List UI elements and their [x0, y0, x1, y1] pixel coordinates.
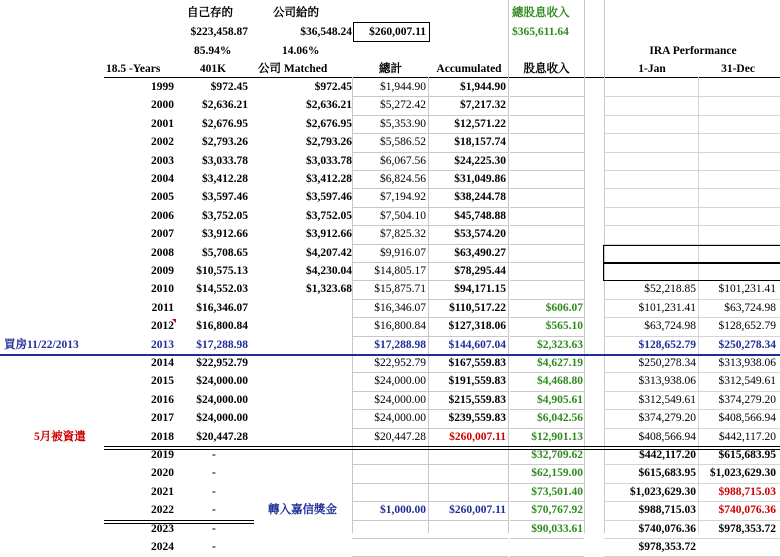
row-divider [428, 170, 508, 171]
ira-empty-box[interactable] [603, 263, 780, 281]
accumulated-cell: $38,244.78 [454, 191, 506, 204]
dividend-cell: $606.07 [545, 301, 583, 314]
row-divider [352, 96, 428, 97]
row-divider [428, 520, 508, 521]
row-divider [510, 336, 584, 337]
ira-dec-cell: $374,279.20 [718, 393, 776, 406]
k401-cell: - [212, 522, 216, 535]
k401-cell: $17,288.98 [196, 338, 248, 351]
year-cell: 2003 [151, 154, 174, 167]
row-divider [604, 317, 780, 318]
row-divider [428, 207, 508, 208]
year-cell: 2011 [151, 301, 174, 314]
year-cell: 1999 [151, 81, 174, 93]
k401-cell: $10,575.13 [196, 265, 248, 277]
header-dividend: 股息收入 [523, 63, 570, 75]
row-divider [604, 391, 780, 392]
row-divider [510, 317, 584, 318]
matched-cell: $3,597.46 [306, 191, 352, 204]
grand-total: $260,007.11 [369, 26, 426, 38]
ira-jan-cell: $52,218.85 [644, 283, 696, 296]
matched-cell: $1,323.68 [306, 283, 352, 296]
row-divider [428, 96, 508, 97]
k401-cell: - [212, 485, 216, 498]
total-cell: $6,067.56 [380, 154, 426, 167]
row-divider [428, 538, 508, 539]
total-cell: $5,272.42 [380, 99, 426, 112]
accumulated-cell: $24,225.30 [454, 154, 506, 167]
row-divider [510, 188, 584, 189]
ira-jan-cell: $63,724.98 [644, 320, 696, 333]
row-divider [428, 188, 508, 189]
k401-cell: - [212, 449, 216, 461]
row-divider [510, 391, 584, 392]
year-cell: 2009 [151, 265, 174, 277]
year-cell: 2014 [151, 357, 174, 369]
column-divider [698, 77, 699, 533]
row-divider [104, 77, 780, 78]
row-divider [352, 225, 428, 226]
total-cell: $9,916.07 [380, 246, 426, 259]
total-cell: $1,944.90 [380, 81, 426, 93]
row-divider [428, 336, 508, 337]
accumulated-cell: $215,559.83 [448, 393, 506, 406]
row-divider [604, 409, 780, 410]
row-divider [510, 225, 584, 226]
row-divider [428, 409, 508, 410]
row-divider [604, 207, 780, 208]
row-divider [510, 152, 584, 153]
row-divider [352, 336, 428, 337]
self-percent: 85.94% [194, 45, 232, 57]
year-cell: 2006 [151, 209, 174, 222]
column-divider [428, 77, 429, 533]
ira-dec-cell: $1,023,629.30 [709, 467, 776, 480]
dividend-cell: $4,905.61 [537, 393, 583, 406]
year-cell: 2021 [151, 485, 174, 498]
year-cell: 2015 [151, 375, 174, 388]
k401-cell: $16,800.84 [196, 320, 248, 333]
ira-jan-cell: $408,566.94 [638, 430, 696, 443]
total-cell: $7,825.32 [380, 228, 426, 241]
ira-dec-cell: $101,231.41 [718, 283, 776, 296]
row-divider [510, 244, 584, 245]
total-cell: $7,194.92 [380, 191, 426, 204]
year-cell: 2020 [151, 467, 174, 480]
row-divider [428, 244, 508, 245]
ira-jan-cell: $313,938.06 [638, 375, 696, 388]
ira-dec-cell: $313,938.06 [718, 357, 776, 369]
total-cell: $16,346.07 [374, 301, 426, 314]
row-divider [352, 188, 428, 189]
ira-jan-cell: $250,278.34 [638, 357, 696, 369]
row-divider [352, 170, 428, 171]
dividend-cell: $12,901.13 [531, 430, 583, 443]
row-divider [510, 280, 584, 281]
dividend-total: $365,611.64 [512, 26, 569, 38]
year-cell: 2023 [151, 522, 174, 535]
row-divider [428, 133, 508, 134]
matched-cell: $972.45 [314, 81, 352, 93]
row-divider [510, 133, 584, 134]
row-divider [510, 170, 584, 171]
header-401k: 401K [199, 63, 227, 75]
k401-cell: $24,000.00 [196, 375, 248, 388]
accumulated-cell: $78,295.44 [454, 265, 506, 277]
column-divider [352, 77, 353, 533]
total-cell: $20,447.28 [374, 430, 426, 443]
row-divider [510, 299, 584, 300]
matched-cell: $2,676.95 [306, 117, 352, 130]
accumulated-cell: $191,559.83 [448, 375, 506, 388]
ira-dec-cell: $408,566.94 [718, 412, 776, 425]
row-divider [104, 523, 254, 524]
ira-dec-cell: $442,117.20 [718, 430, 776, 443]
row-divider [510, 207, 584, 208]
row-divider [604, 96, 780, 97]
k401-cell: $3,752.05 [202, 209, 248, 222]
ira-dec-cell: $988,715.03 [718, 485, 776, 498]
k401-cell: - [212, 467, 216, 480]
row-divider [428, 225, 508, 226]
k401-cell: $16,346.07 [196, 301, 248, 314]
row-divider [428, 115, 508, 116]
row-divider [352, 262, 428, 263]
self-label: 自己存的 [187, 7, 233, 19]
year-cell: 2022 [151, 504, 174, 517]
row-divider [604, 464, 780, 465]
k401-cell: $2,793.26 [202, 136, 248, 149]
total-cell: $5,586.52 [380, 136, 426, 149]
matched-cell: $3,033.78 [306, 154, 352, 167]
accumulated-cell: $260,007.11 [449, 504, 506, 517]
row-divider [428, 483, 508, 484]
dividend-cell: $565.10 [545, 320, 583, 333]
accumulated-cell: $127,318.06 [448, 320, 506, 333]
k401-cell: $14,552.03 [196, 283, 248, 296]
row-divider [604, 501, 780, 502]
row-divider [604, 299, 780, 300]
ira-dec-cell: $615,683.95 [718, 449, 776, 461]
year-cell: 2017 [151, 412, 174, 425]
row-divider [604, 520, 780, 521]
ira-performance-title: IRA Performance [649, 45, 737, 57]
row-divider [604, 483, 780, 484]
row-divider [428, 152, 508, 153]
row-divider [352, 133, 428, 134]
row-divider [104, 446, 780, 447]
row-divider [604, 428, 780, 429]
year-cell: 2000 [151, 99, 174, 112]
row-divider [604, 225, 780, 226]
header-years: 18.5 -Years [106, 63, 161, 75]
row-divider [352, 207, 428, 208]
ira-dec-cell: $250,278.34 [718, 338, 776, 351]
year-cell: 2018 [151, 430, 174, 443]
row-note: 5月被資遣 [34, 430, 86, 443]
year-cell: 2024 [151, 541, 174, 553]
row-divider [104, 520, 254, 521]
row-divider [352, 538, 428, 539]
header-matched: 公司 Matched [258, 63, 328, 75]
ira-dec-cell: $978,353.72 [718, 522, 776, 535]
row-divider [604, 372, 780, 373]
ira-jan-cell: $615,683.95 [638, 467, 696, 480]
accumulated-cell: $167,559.83 [448, 357, 506, 369]
row-divider [104, 449, 780, 450]
accumulated-cell: $144,607.04 [448, 338, 506, 351]
dividend-cell: $62,159.00 [531, 467, 583, 480]
dividend-cell: $90,033.61 [531, 522, 583, 535]
total-cell: $17,288.98 [374, 338, 426, 351]
row-divider [604, 188, 780, 189]
row-divider [0, 354, 780, 356]
row-divider [510, 262, 584, 263]
row-divider [510, 409, 584, 410]
row-divider [352, 501, 428, 502]
year-cell: 2013 [151, 338, 174, 351]
k401-cell: $2,676.95 [202, 117, 248, 130]
row-divider [352, 464, 428, 465]
row-divider [352, 280, 428, 281]
accumulated-cell: $45,748.88 [454, 209, 506, 222]
company-percent: 14.06% [282, 45, 320, 57]
k401-cell: - [212, 541, 216, 553]
row-divider [428, 317, 508, 318]
total-cell: $6,824.56 [380, 173, 426, 185]
ira-jan-cell: $1,023,629.30 [629, 485, 696, 498]
dividend-cell: $73,501.40 [531, 485, 583, 498]
year-cell: 2010 [151, 283, 174, 296]
k401-cell: $5,708.65 [202, 246, 248, 259]
ira-dec-cell: $312,549.61 [718, 375, 776, 388]
ira-jan-cell: $740,076.36 [638, 522, 696, 535]
row-divider [604, 115, 780, 116]
accumulated-cell: $110,517.22 [449, 301, 506, 314]
row-divider [352, 299, 428, 300]
year-cell: 2019 [151, 449, 174, 461]
total-cell: $24,000.00 [374, 412, 426, 425]
row-divider [352, 483, 428, 484]
total-cell: $14,805.17 [374, 265, 426, 277]
row-divider [428, 372, 508, 373]
total-cell: $24,000.00 [374, 375, 426, 388]
matched-cell: $3,752.05 [306, 209, 352, 222]
header-jan: 1-Jan [638, 63, 666, 75]
k401-cell: $2,636.21 [202, 99, 248, 112]
row-divider [352, 152, 428, 153]
k401-cell: $972.45 [210, 81, 248, 93]
row-divider [510, 428, 584, 429]
row-divider [352, 428, 428, 429]
matched-cell: $4,207.42 [306, 246, 352, 259]
row-divider [510, 520, 584, 521]
dividend-total-label: 總股息收入 [512, 7, 570, 19]
accumulated-cell: $18,157.74 [454, 136, 506, 149]
row-divider [510, 372, 584, 373]
total-cell: $24,000.00 [374, 393, 426, 406]
total-cell: $15,875.71 [374, 283, 426, 296]
k401-cell: $3,912.66 [202, 228, 248, 241]
header-accumulated: Accumulated [436, 63, 502, 75]
self-amount: $223,458.87 [190, 26, 248, 38]
ira-jan-cell: $978,353.72 [638, 541, 696, 553]
company-label: 公司給的 [273, 7, 319, 19]
row-divider [510, 501, 584, 502]
row-divider [510, 115, 584, 116]
year-cell: 2005 [151, 191, 174, 204]
row-divider [510, 96, 584, 97]
ira-dec-cell: $128,652.79 [718, 320, 776, 333]
ira-jan-cell: $442,117.20 [639, 449, 696, 461]
k401-cell: $24,000.00 [196, 412, 248, 425]
row-divider [352, 391, 428, 392]
ira-jan-cell: $101,231.41 [638, 301, 696, 314]
row-divider [604, 152, 780, 153]
accumulated-cell: $1,944.90 [460, 81, 506, 93]
comment-marker[interactable] [172, 319, 176, 323]
accumulated-cell: $7,217.32 [460, 99, 506, 112]
row-divider [604, 538, 780, 539]
year-cell: 2004 [151, 173, 174, 185]
k401-cell: $20,447.28 [196, 430, 248, 443]
row-divider [352, 115, 428, 116]
header-total: 總計 [379, 63, 402, 75]
year-cell: 2002 [151, 136, 174, 149]
total-cell: $16,800.84 [374, 320, 426, 333]
row-divider [510, 464, 584, 465]
column-divider [508, 0, 509, 533]
accumulated-cell: $260,007.11 [449, 430, 506, 443]
row-divider [428, 299, 508, 300]
accumulated-cell: $63,490.27 [454, 246, 506, 259]
k401-cell: $24,000.00 [196, 393, 248, 406]
row-divider [352, 244, 428, 245]
matched-cell: $4,230.04 [306, 265, 352, 277]
accumulated-cell: $53,574.20 [454, 228, 506, 241]
row-divider [352, 372, 428, 373]
year-cell: 2008 [151, 246, 174, 259]
dividend-cell: $32,709.62 [531, 449, 583, 461]
total-cell: $7,504.10 [380, 209, 426, 222]
matched-cell: $2,793.26 [306, 136, 352, 149]
dividend-cell: $4,627.19 [537, 357, 583, 369]
year-cell: 2001 [151, 117, 174, 130]
row-divider [428, 391, 508, 392]
row-divider [428, 280, 508, 281]
company-amount: $36,548.24 [300, 26, 352, 38]
row-divider [604, 133, 780, 134]
accumulated-cell: $239,559.83 [448, 412, 506, 425]
header-dec: 31-Dec [721, 63, 755, 75]
ira-jan-cell: $128,652.79 [638, 338, 696, 351]
accumulated-cell: $94,171.15 [454, 283, 506, 296]
ira-dec-cell: $63,724.98 [724, 301, 776, 314]
year-cell: 2012 [151, 320, 174, 333]
accumulated-cell: $31,049.86 [454, 173, 506, 185]
dividend-cell: $70,767.92 [531, 504, 583, 517]
row-divider [510, 483, 584, 484]
row-divider [604, 336, 780, 337]
ira-jan-cell: $988,715.03 [638, 504, 696, 517]
total-cell: $5,353.90 [380, 117, 426, 130]
column-divider [584, 0, 585, 533]
total-cell: $22,952.79 [374, 357, 426, 369]
matched-cell: $3,912.66 [306, 228, 352, 241]
row-divider [428, 501, 508, 502]
ira-jan-cell: $374,279.20 [638, 412, 696, 425]
dividend-cell: $6,042.56 [537, 412, 583, 425]
row-divider [428, 428, 508, 429]
k401-cell: $22,952.79 [196, 357, 248, 369]
ira-dec-cell: $740,076.36 [718, 504, 776, 517]
ira-jan-cell: $312,549.61 [638, 393, 696, 406]
row-divider [352, 317, 428, 318]
dividend-cell: $2,323.63 [537, 338, 583, 351]
year-cell: 2007 [151, 228, 174, 241]
total-cell: $1,000.00 [380, 504, 426, 517]
accumulated-cell: $12,571.22 [454, 117, 506, 130]
k401-cell: $3,597.46 [202, 191, 248, 204]
matched-note: 轉入嘉信獎金 [268, 504, 337, 517]
row-divider [510, 538, 584, 539]
year-cell: 2016 [151, 393, 174, 406]
matched-cell: $2,636.21 [306, 99, 352, 112]
row-divider [604, 170, 780, 171]
ira-empty-box[interactable] [603, 245, 780, 263]
dividend-cell: $4,468.80 [537, 375, 583, 388]
k401-cell: - [212, 504, 216, 517]
k401-cell: $3,412.28 [202, 173, 248, 185]
row-divider [352, 409, 428, 410]
row-note: 買房11/22/2013 [4, 338, 79, 351]
matched-cell: $3,412.28 [306, 173, 352, 185]
row-divider [352, 520, 428, 521]
row-divider [428, 464, 508, 465]
row-divider [428, 262, 508, 263]
k401-cell: $3,033.78 [202, 154, 248, 167]
